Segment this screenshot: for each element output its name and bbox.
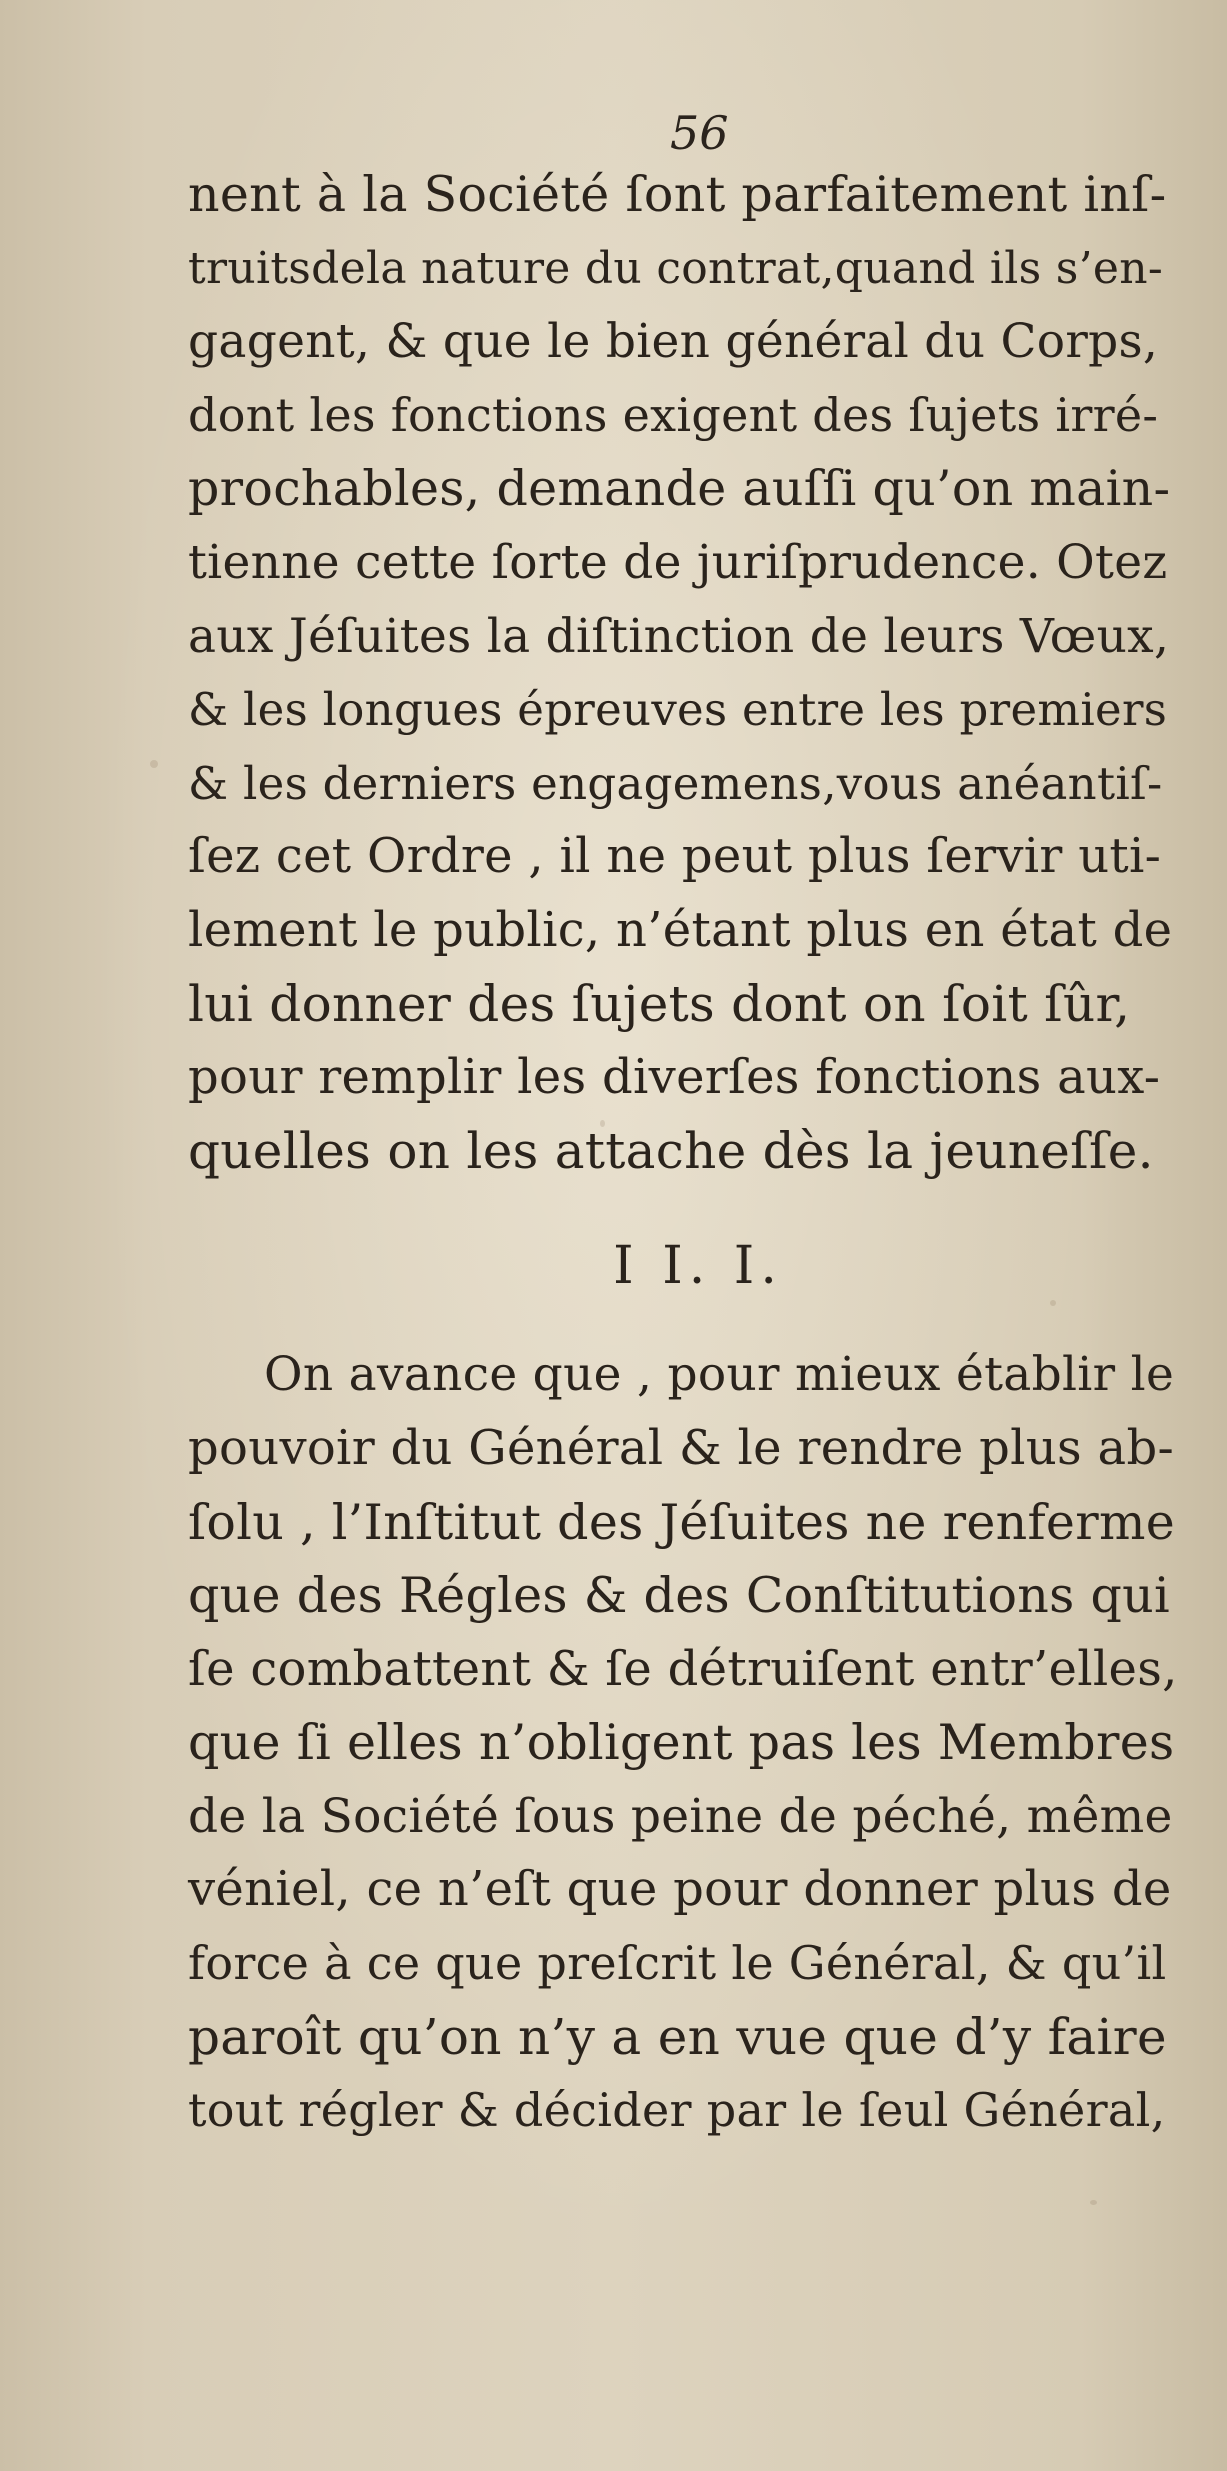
text-line: que ſi elles n’obligent pas les Membres <box>188 1714 1175 1772</box>
section-heading: I I. I. <box>613 1236 783 1297</box>
text-line: & les longues épreuves entre les premiers <box>188 683 1168 737</box>
page-text <box>188 158 1178 2148</box>
text-line: tienne cette ſorte de juriſprudence. Otez <box>188 534 1168 590</box>
text-line: tout régler & décider par le ſeul Général, <box>188 2083 1166 2138</box>
text-line: que des Régles & des Conſtitutions qui <box>188 1567 1170 1625</box>
text-line: prochables, demande auſſi qu’on main- <box>188 460 1171 518</box>
text-line: truitsdela nature du contrat,quand ils s’en- <box>188 242 1164 294</box>
text-line: & les derniers engagemens,vous anéantiſ- <box>188 756 1163 810</box>
text-line: pouvoir du Général & le rendre plus ab- <box>188 1419 1174 1476</box>
text-line: paroît qu’on n’y a en vue que d’y faire <box>188 2007 1167 2066</box>
text-line: ſolu , l’Inſtitut des Jéſuites ne renferme <box>188 1493 1176 1551</box>
text-line: véniel, ce n’eſt que pour donner plus de <box>188 1861 1172 1918</box>
text-line: On avance que , pour mieux établir le <box>264 1347 1175 1403</box>
page-number: 56 <box>670 106 729 160</box>
text-line: nent à la Société ſont parfaitement inſ- <box>188 166 1167 223</box>
text-line: ſez cet Ordre , il ne peut plus ſervir uti- <box>188 828 1162 885</box>
text-line: force à ce que preſcrit le Général, & qu’il <box>188 1936 1167 1991</box>
text-line: dont les fonctions exigent des ſujets irré- <box>188 387 1159 442</box>
text-line: ſe combattent & ſe détruiſent entr’elles, <box>188 1640 1178 1697</box>
paragraph-continuation <box>188 158 1178 1188</box>
paper-spot <box>1090 2200 1097 2205</box>
paper-spot <box>150 760 158 768</box>
text-line: lui donner des ſujets dont on ſoit ſûr, <box>188 974 1131 1033</box>
text-line: gagent, & que le bien général du Corps, <box>188 314 1159 370</box>
text-line: quelles on les attache dès la jeuneſſe. <box>188 1121 1154 1180</box>
text-line: aux Jéſuites la diſtinction de leurs Vœux, <box>188 608 1170 664</box>
text-line: pour remplir les diverſes fonctions aux- <box>188 1049 1161 1106</box>
text-line: de la Société ſous peine de péché, même <box>188 1788 1173 1844</box>
paragraph-section-3 <box>188 1338 1178 2148</box>
text-line: lement le public, n’étant plus en état de <box>188 901 1173 958</box>
